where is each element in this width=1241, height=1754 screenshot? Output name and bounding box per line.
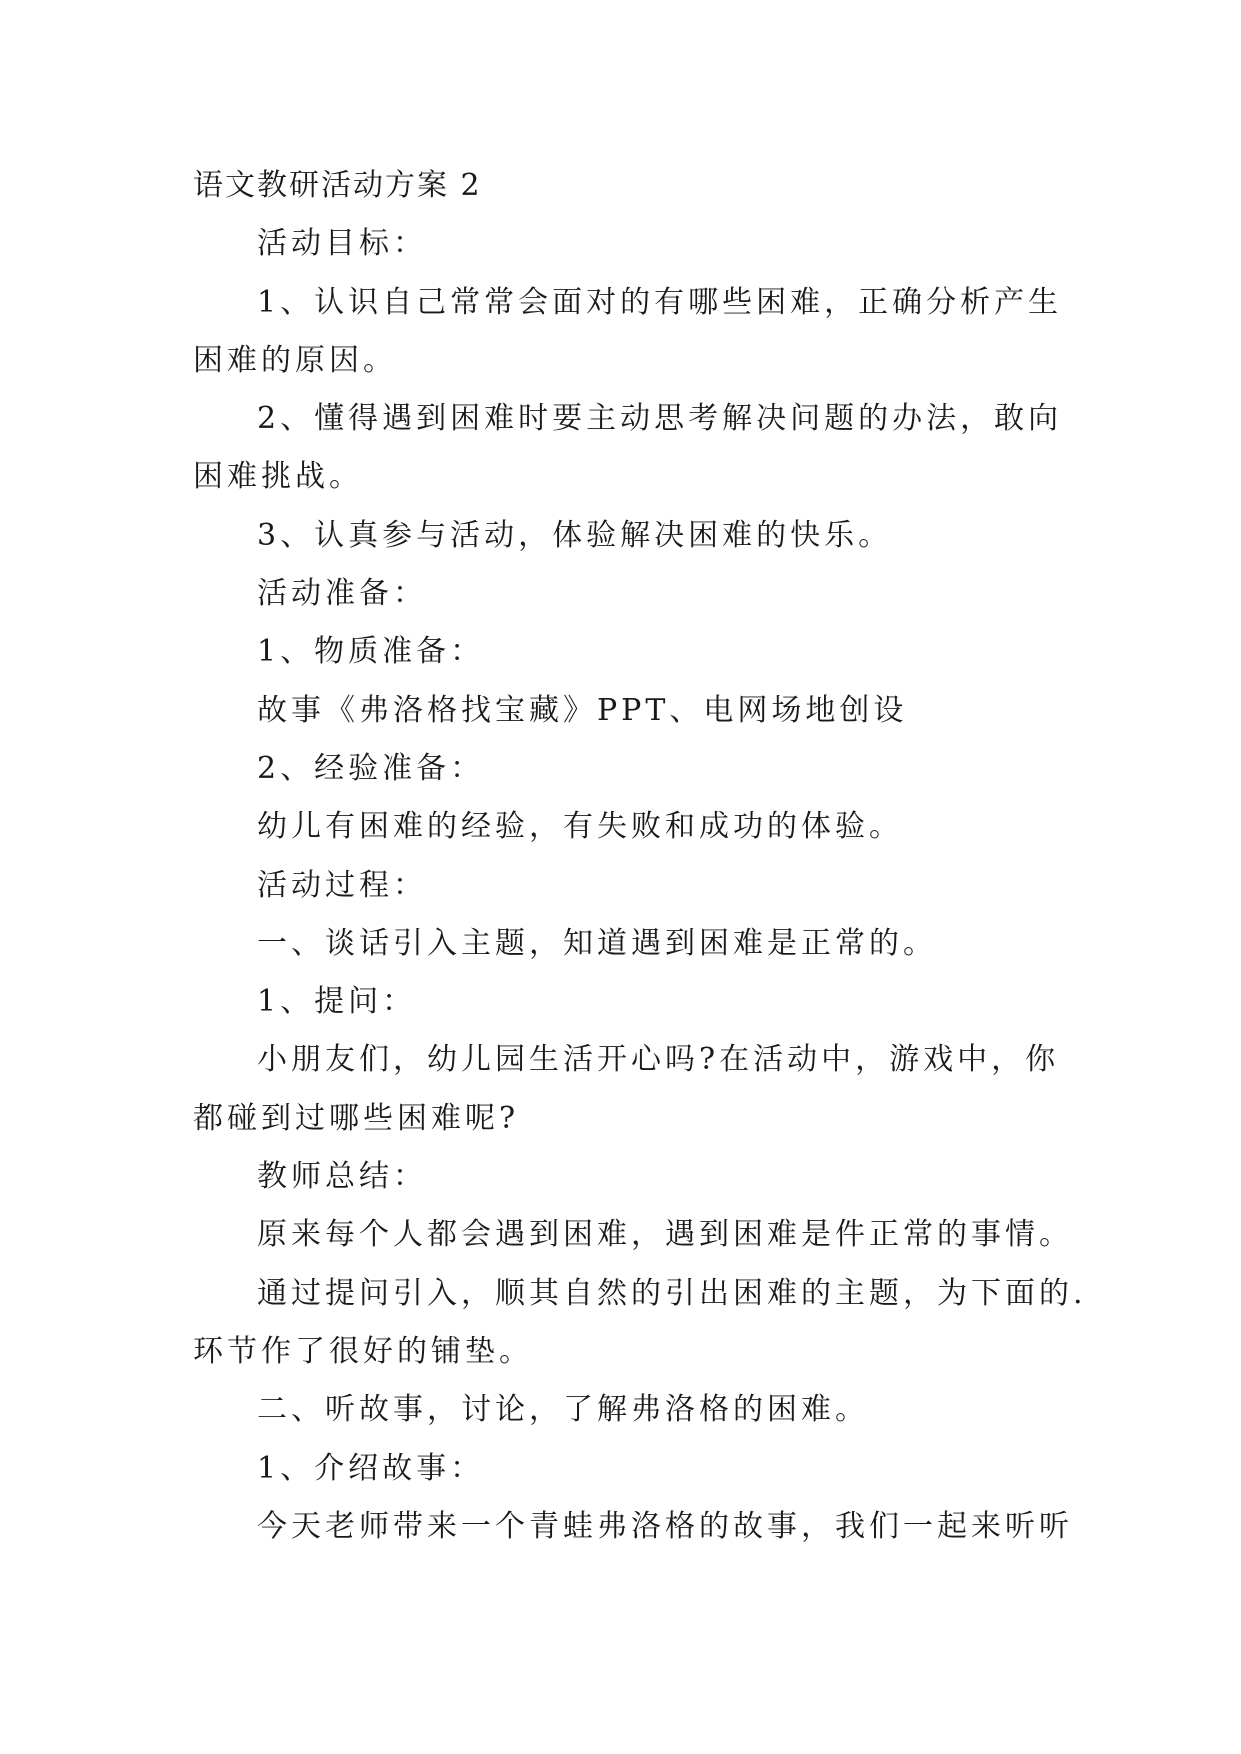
- paragraph-line: 1、介绍故事：: [257, 1450, 485, 1486]
- paragraph-line: 困难挑战。: [193, 459, 363, 495]
- paragraph-line: 困难的原因。: [193, 342, 397, 378]
- paragraph-line: 环节作了很好的铺垫。: [193, 1333, 533, 1369]
- section-heading-process: 活动过程：: [257, 867, 427, 903]
- paragraph-line: 幼儿有困难的经验，有失败和成功的体验。: [257, 809, 903, 845]
- paragraph-line: 通过提问引入，顺其自然的引出困难的主题，为下面的.: [257, 1275, 1087, 1311]
- paragraph-line: 小朋友们，幼儿园生活开心吗?在活动中，游戏中，你: [257, 1042, 1060, 1078]
- paragraph-line: 故事《弗洛格找宝藏》PPT、电网场地创设: [257, 692, 908, 728]
- paragraph-line: 今天老师带来一个青蛙弗洛格的故事，我们一起来听听: [257, 1508, 1073, 1544]
- paragraph-line: 2、懂得遇到困难时要主动思考解决问题的办法，敢向: [257, 401, 1063, 437]
- paragraph-line: 1、提问：: [257, 984, 417, 1020]
- paragraph-line: 1、物质准备：: [257, 634, 485, 670]
- paragraph-line: 原来每个人都会遇到困难，遇到困难是件正常的事情。: [257, 1217, 1073, 1253]
- paragraph-line: 2、经验准备：: [257, 750, 485, 786]
- paragraph-line: 二、听故事，讨论，了解弗洛格的困难。: [257, 1392, 869, 1428]
- document-body: [193, 157, 1087, 1556]
- paragraph-line: 1、认识自己常常会面对的有哪些困难，正确分析产生: [257, 284, 1063, 320]
- paragraph-line: 都碰到过哪些困难呢?: [193, 1100, 520, 1136]
- section-heading-goals: 活动目标：: [257, 226, 427, 262]
- paragraph-line: 教师总结：: [257, 1159, 427, 1195]
- document-title: 语文教研活动方案 2: [193, 168, 482, 203]
- section-heading-preparation: 活动准备：: [257, 576, 427, 612]
- paragraph-line: 一、谈话引入主题，知道遇到困难是正常的。: [257, 925, 937, 961]
- paragraph-line: 3、认真参与活动，体验解决困难的快乐。: [257, 517, 893, 553]
